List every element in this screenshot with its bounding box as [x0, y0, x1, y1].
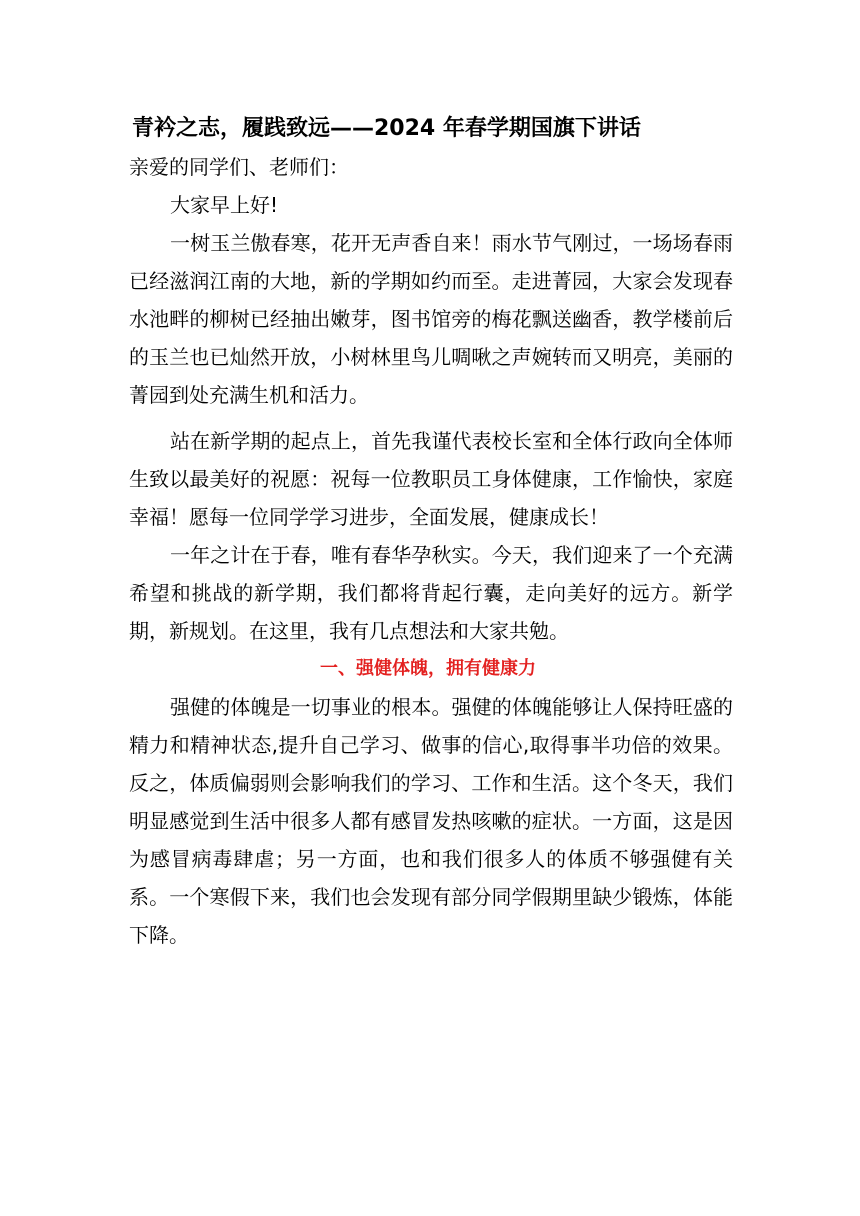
paragraph-new-term: 一年之计在于春，唯有春华孕秋实。今天，我们迎来了一个充满希望和挑战的新学期，我们都将背起行囊，走向美好的远方。新学期，新规划。在这里，我有几点想法和大家共勉。: [129, 543, 733, 643]
document-body: [129, 110, 733, 954]
salutation: 亲爱的同学们、老师们：: [129, 155, 349, 179]
greeting: 大家早上好!: [170, 193, 279, 217]
speech-title: 青衿之志，履践致远——2024 年春学期国旗下讲话: [132, 116, 641, 141]
paragraph-gap: [129, 414, 733, 422]
section-heading: 一、强健体魄，拥有健康力: [320, 658, 536, 679]
section-paragraph: 强健的体魄是一切事业的根本。强健的体魄能够让人保持旺盛的精力和精神状态,提升自己学习、做事的信心,取得事半功倍的效果。反之，体质偏弱则会影响我们的学习、工作和生活。这个冬天，我们明显感觉到生活中很多人都有感冒发热咳嗽的症状。一方面，这是因为感冒病毒肆虐；另一方面，也和我们很多人的体质不够强健有关系。一个寒假下来，我们也会发现有部分同学假期里缺少锻炼，体能下降。: [129, 695, 733, 947]
paragraph-spring: 一树玉兰傲春寒，花开无声香自来！雨水节气刚过，一场场春雨已经滋润江南的大地，新的学期如约而至。走进菁园，大家会发现春水池畔的柳树已经抽出嫩芽，图书馆旁的梅花飘送幽香，教学楼前后的玉兰也已灿然开放，小树林里鸟儿啁啾之声婉转而又明亮，美丽的菁园到处充满生机和活力。: [129, 231, 733, 407]
paragraph-wishes: 站在新学期的起点上，首先我谨代表校长室和全体行政向全体师生致以最美好的祝愿：祝每一位教职员工身体健康，工作愉快，家庭幸福！愿每一位同学学习进步，全面发展，健康成长！: [129, 429, 733, 529]
